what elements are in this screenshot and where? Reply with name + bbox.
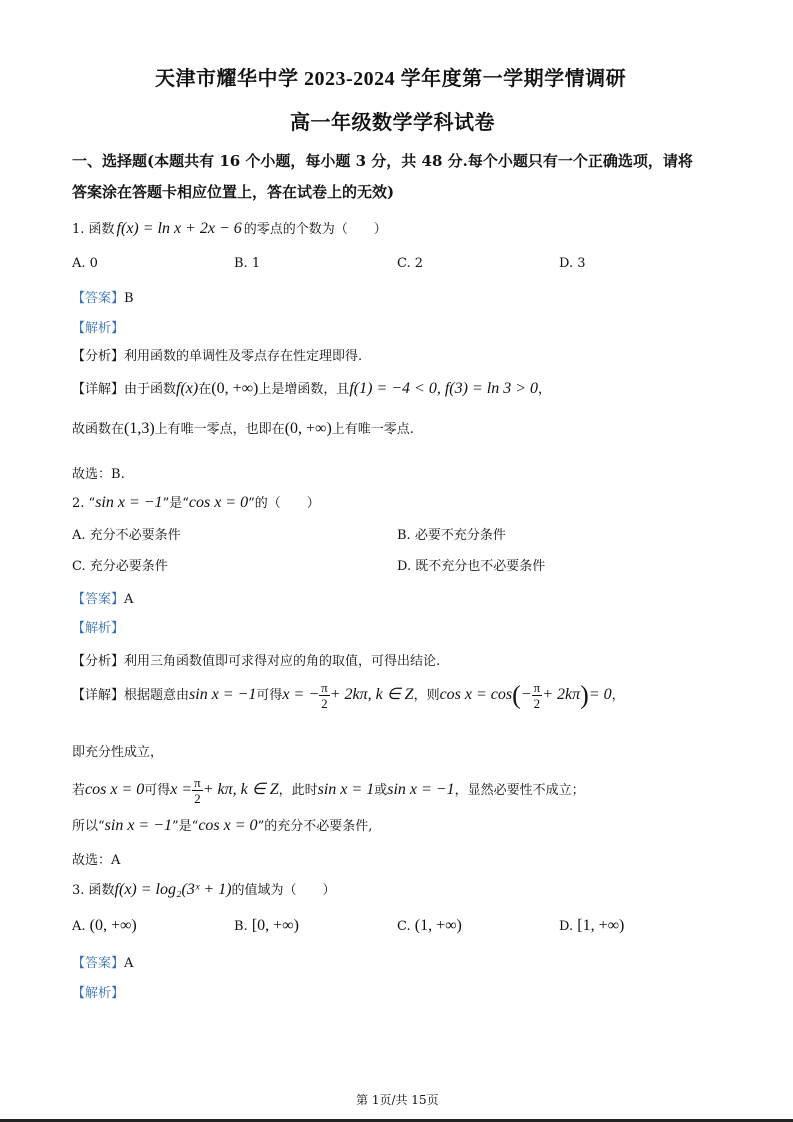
q2-option-b: B. 必要不充分条件 [397,528,506,543]
q1-detail-line2: 故函数在(1,3)上有唯一零点，也即在(0, +∞)上有唯一零点. [72,420,414,437]
q2-detail: 【详解】根据题意由sin x = −1可得x = − $\frac{\pi}{2}$ + 2kπ, k ∈ Z，则cos x = cos(− $\frac{\pi}{2}$ + 2kπ)= 0， [72,680,625,711]
q1-choose: 故选：B. [72,467,125,482]
question-1-stem: 1. 函数 f(x) = ln x + 2x − 6 的零点的个数为（ ） [72,220,387,237]
q3-answer: 【答案】A [72,956,134,971]
page-title-line1: 天津市耀华中学 2023-2024 学年度第一学期学情调研 [155,68,627,90]
fraction-pi-over-2: $\frac{\pi}{2}$ [194,775,201,806]
q2-sufficiency: 即充分性成立， [72,745,164,760]
q3-option-d: D. [1, +∞) [559,917,625,934]
q2-necessity: 若cos x = 0可得x = $\frac{\pi}{2}$ + kπ, k ∈ Z，此时sin x = 1或sin x = −1，显然必要性不成立； [72,775,585,806]
q2-analysis-label: 【解析】 [72,621,125,636]
question-2-stem: 2. “sin x = −1”是“cos x = 0”的（ ） [72,494,320,511]
q3-option-c: C. (1, +∞) [397,917,462,934]
q1-analysis-label: 【解析】 [72,321,125,336]
q2-option-c: C. 充分必要条件 [72,559,168,574]
section-heading-line2: 答案涂在答题卡相应位置上，答在试卷上的无效) [72,183,395,201]
q1-option-c: C. 2 [397,256,424,271]
question-3-stem: 3. 函数f(x) = log₂(3ˣ + 1)的值域为（ ） [72,881,336,898]
section-heading-line1: 一、选择题(本题共有 16 个小题，每小题 3 分，共 48 分.每个小题只有一个正确选项，请将 [72,152,693,170]
q1-detail: 【详解】由于函数f(x)在(0, +∞)上是增函数，且f(1) = −4 < 0, f(3) = ln 3 > 0， [72,380,552,397]
q1-answer: 【答案】B [72,291,134,306]
q2-answer: 【答案】A [72,592,134,607]
page-title-line2: 高一年级数学学科试卷 [290,112,495,134]
q1-option-d: D. 3 [559,256,586,271]
q2-option-a: A. 充分不必要条件 [72,528,181,543]
q1-function: f(x) = ln x + 2x − 6 [116,220,242,237]
q3-analysis-label: 【解析】 [72,986,125,1001]
q1-fenxi: 【分析】利用函数的单调性及零点存在性定理即得. [72,349,363,364]
q3-option-b: B. [0, +∞) [234,917,299,934]
q2-option-d: D. 既不充分也不必要条件 [397,559,546,574]
q1-option-a: A. 0 [72,256,98,271]
page-number: 第 1页/共 15页 [356,1093,439,1107]
q1-option-b: B. 1 [234,256,261,271]
fraction-pi-over-2: $\frac{\pi}{2}$ [321,680,328,711]
fraction-pi-over-2: $\frac{\pi}{2}$ [533,680,541,711]
q3-option-a: A. (0, +∞) [72,917,137,934]
q2-fenxi: 【分析】利用三角函数值即可求得对应的角的取值，可得出结论. [72,654,441,669]
q2-conclusion: 所以“sin x = −1”是“cos x = 0”的充分不必要条件, [72,817,373,834]
q2-choose: 故选：A [72,853,121,868]
